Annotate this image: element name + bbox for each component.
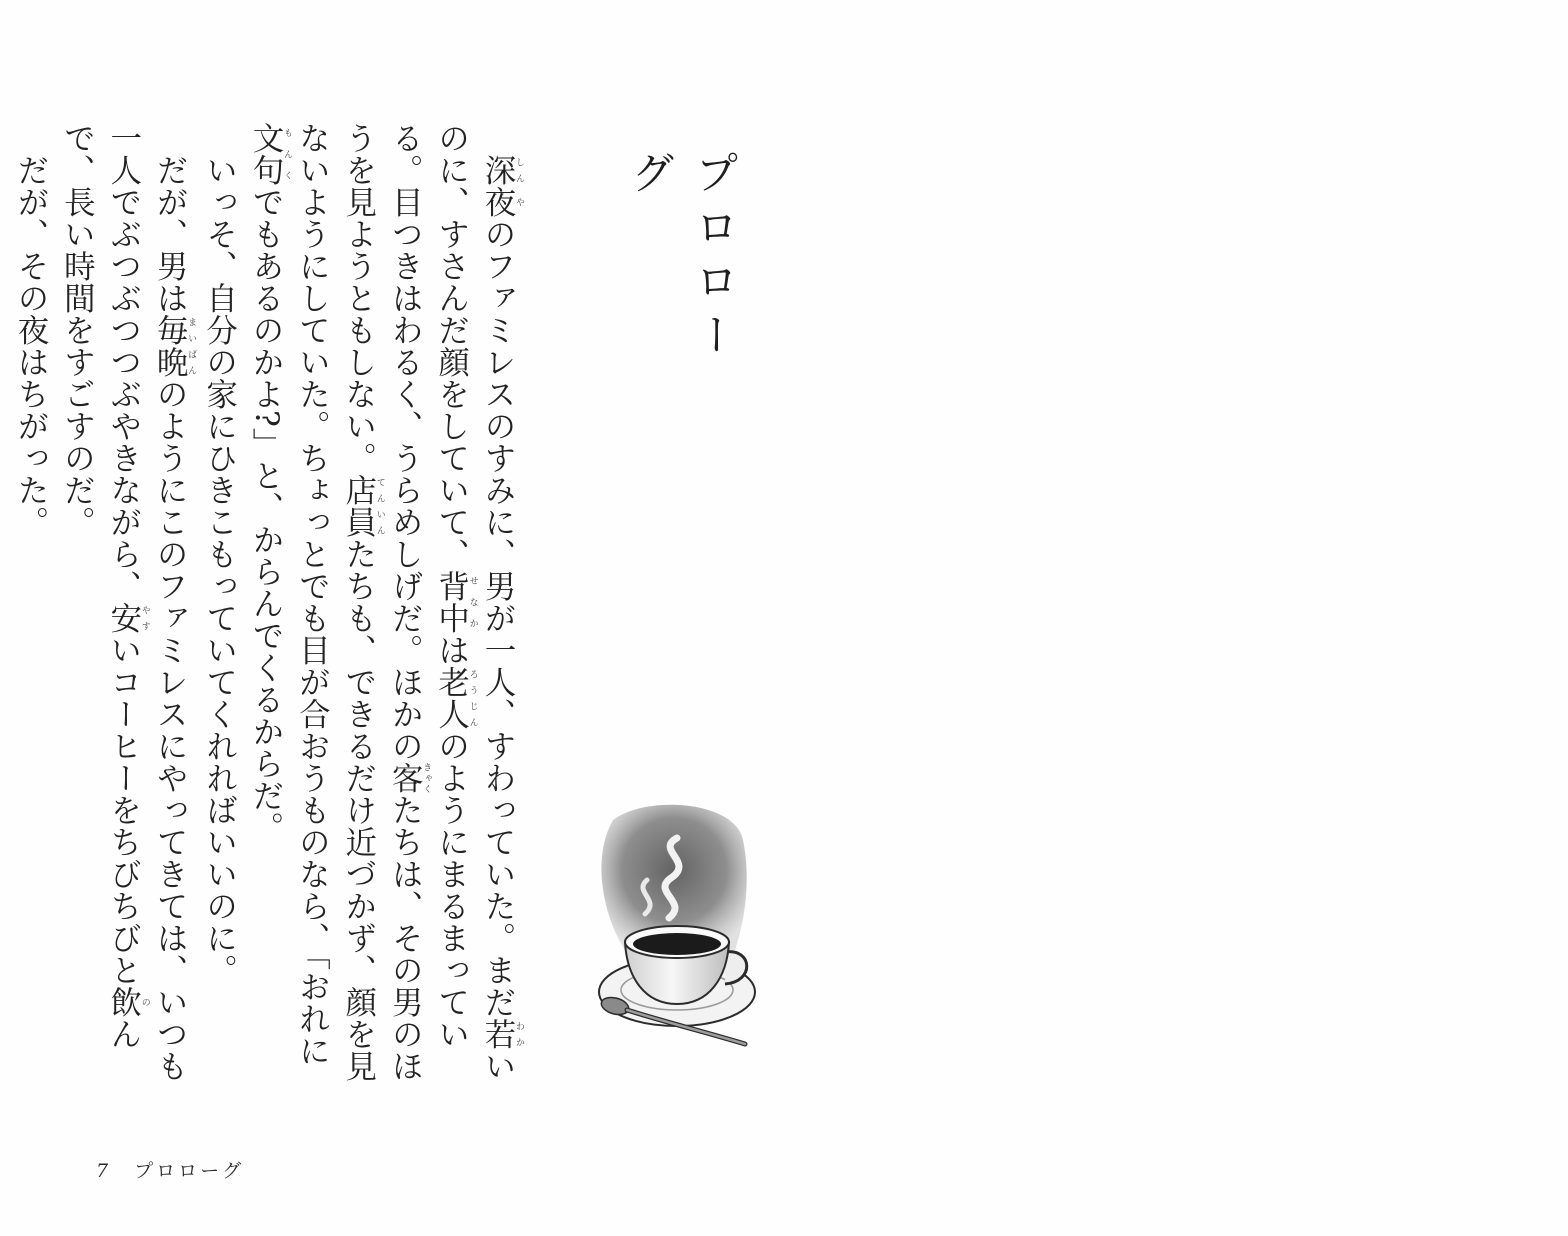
furigana: わか xyxy=(514,1017,524,1050)
body-text xyxy=(12,122,524,1082)
ruby-word: 背中せなか xyxy=(433,570,478,634)
paragraph-4: だが、その夜はちがった。 xyxy=(12,153,49,538)
ruby-word: 夜や xyxy=(480,185,524,218)
furigana: や xyxy=(514,185,524,218)
chapter-title: プロローグ xyxy=(623,150,738,366)
ruby-word: 安やす xyxy=(105,602,150,634)
furigana: まいばん xyxy=(186,313,197,378)
ruby-word: 老人ろうじん xyxy=(433,666,478,730)
furigana: てんいん xyxy=(374,474,385,538)
ruby-word: 飲の xyxy=(105,986,150,1018)
furigana: しん xyxy=(514,153,524,186)
coffee-cup-illustration xyxy=(585,800,765,1050)
ruby-word: 深しん xyxy=(480,153,524,186)
page-number: 7 xyxy=(96,1160,109,1182)
furigana: もんく xyxy=(281,122,292,186)
ruby-word: 若わか xyxy=(480,1017,524,1050)
furigana: の xyxy=(139,986,150,1018)
page-footer xyxy=(96,1156,244,1186)
paragraph-2: いっそ、自分の家にひきこもっていてくれればいいのに。 xyxy=(201,153,238,986)
furigana: やす xyxy=(139,602,150,634)
paragraph-1: 深しん夜やのファミレスのすみに、男が一人、すわっていた。まだ若わかいのに、すさんだ顔をしていて、背中せなかは老人ろうじんのようにまるまっている。目つきはわるく、うらめしげだ。ほかの客きゃくたちは、その男のほうを見ようともしない。店員てんいんたちも、できるだけ近づかず、顔を見ないようにしていた。ちょっとでも目が合おうものなら、「おれに文句もんくでもあるのかよ?」と、からんでくるからだ。 xyxy=(247,122,524,1082)
ruby-word: 毎晩まいばん xyxy=(152,313,197,378)
ruby-word: 店員てんいん xyxy=(340,474,385,538)
paragraph-3: だが、男は毎晩まいばんのようにこのファミレスにやってきては、いつも一人でぶつぶつつぶやきながら、安やすいコーヒーをちびちびと飲のんで、長い時間をすごすのだ。 xyxy=(59,122,197,1082)
ruby-word: 文句もんく xyxy=(247,122,292,186)
ruby-word: 客きゃく xyxy=(387,762,432,794)
furigana: きゃく xyxy=(421,762,432,794)
running-head: プロローグ xyxy=(134,1160,245,1182)
furigana: ろうじん xyxy=(467,666,478,730)
furigana: せなか xyxy=(467,570,478,634)
